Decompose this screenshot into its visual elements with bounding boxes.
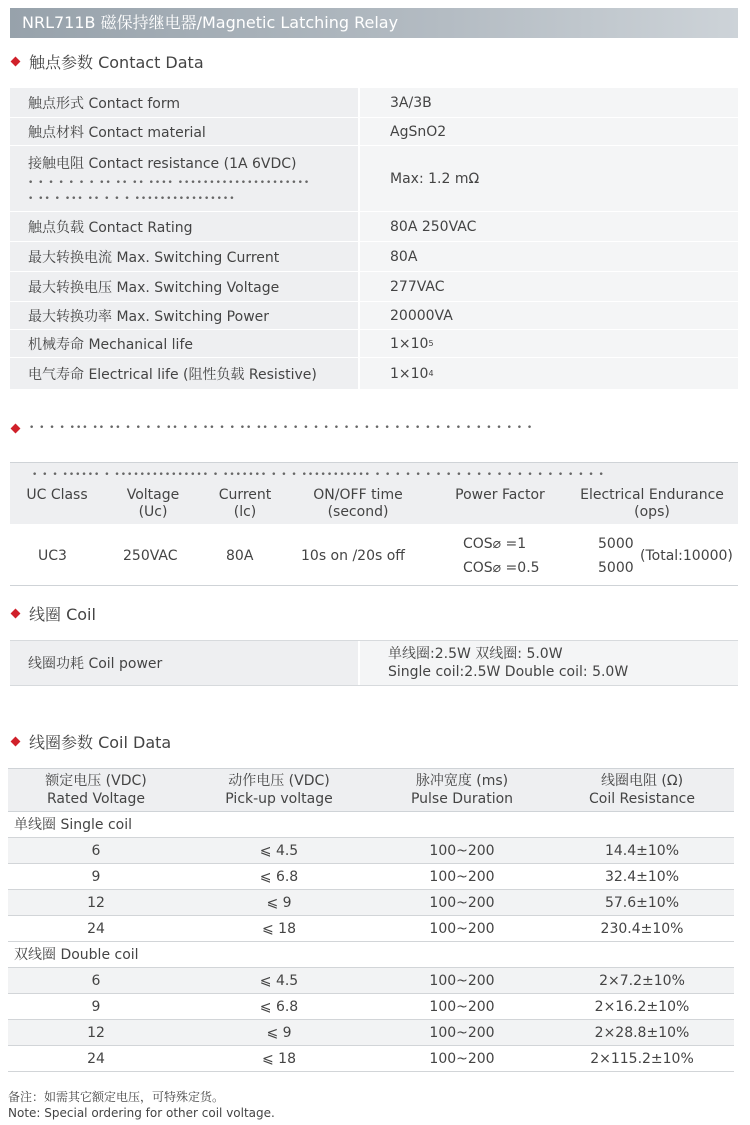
row-label: 触点形式 Contact form (10, 88, 358, 117)
header-uc-class: UC Class (26, 487, 88, 503)
row-value: AgSnO2 (360, 118, 738, 145)
table-row (10, 242, 738, 272)
table-row: 24 ⩽ 18 100~200 2×115.2±10% (8, 1046, 734, 1072)
page-title: NRL711B 磁保持继电器/Magnetic Latching Relay (10, 8, 738, 38)
group-single-coil: 单线圈 Single coil (8, 812, 734, 838)
cell-endurance-total: (Total:10000) (640, 548, 733, 564)
header-current: Current (lc) (218, 487, 272, 520)
header-electrical-endurance: Electrical Endurance (ops) (580, 487, 724, 520)
row-value: 3A/3B (360, 88, 738, 117)
table-row (10, 358, 738, 390)
coil-data-heading-text: 线圈参数 Coil Data (29, 733, 172, 752)
header-power-factor: Power Factor (455, 487, 545, 503)
table-row: 24 ⩽ 18 100~200 230.4±10% (8, 916, 734, 942)
note-en: Note: Special ordering for other coil voltage. (8, 1106, 275, 1120)
row-value: Max: 1.2 mΩ (360, 146, 738, 211)
row-value: 277VAC (360, 272, 738, 301)
row-value: 1×10 (390, 365, 429, 382)
coil-power-label: 线圈功耗 Coil power (10, 641, 358, 685)
coil-data-header (8, 768, 734, 812)
cell-endurance-2: 5000 (598, 560, 634, 576)
header-coil-resistance: 线圈电阻 (Ω) Coil Resistance (588, 773, 695, 807)
row-value-wrap (360, 358, 738, 389)
row-label: 电气寿命 Electrical life (阻性负载 Resistive) (10, 358, 358, 389)
row-label: 接触电阻 Contact resistance (1A 6VDC) (28, 155, 297, 172)
diamond-bullet-icon (11, 57, 21, 67)
table-row: 9 ⩽ 6.8 100~200 2×16.2±10% (8, 994, 734, 1020)
row-label-block (10, 146, 358, 211)
diamond-bullet-icon (11, 609, 21, 619)
table-row (10, 330, 738, 358)
table-row: 6 ⩽ 4.5 100~200 14.4±10% (8, 838, 734, 864)
note-cn: 备注：如需其它额定电压，可特殊定货。 (8, 1090, 225, 1104)
header-pickup-voltage: 动作电压 (VDC) Pick-up voltage (225, 773, 333, 807)
coil-heading-text: 线圈 Coil (29, 605, 96, 624)
cell-pf-1: COS⌀ =1 (463, 536, 527, 552)
group-double-coil: 双线圈 Double coil (8, 942, 734, 968)
illegible-text-dots: • • • •••••• • ••••••••••••••• • ••••••• • • • ••••••••••• • • • • • • • • • • • • • • • • • • • • • • • (32, 470, 605, 480)
row-value: 1×10 (390, 335, 429, 352)
table-row (10, 118, 738, 146)
contact-data-heading (12, 50, 204, 73)
cell-voltage: 250VAC (123, 548, 178, 564)
cell-pf-2: COS⌀ =0.5 (463, 560, 540, 576)
illegible-text-dots: • • • • ••• •• •• • • • • •• • • •• • • •• •• • • • • • • • • • • • • • • • • • • • • • • • • • • (29, 423, 534, 433)
coil-power-value-cn: 单线圈:2.5W 双线圈: 5.0W (388, 646, 563, 662)
row-label: 最大转换电流 Max. Switching Current (10, 242, 358, 271)
header-voltage: Voltage (Uc) (126, 487, 180, 520)
table-row (10, 146, 738, 212)
illegible-text-dots: • •• • ••• •• • • • •••••••••••••••• (28, 193, 236, 204)
table-row (10, 212, 738, 242)
diamond-bullet-icon (11, 737, 21, 747)
table-row: 9 ⩽ 6.8 100~200 32.4±10% (8, 864, 734, 890)
coil-power-value (360, 641, 738, 685)
header-rated-voltage: 额定电压 (VDC) Rated Voltage (45, 773, 147, 807)
coil-data-table (8, 768, 734, 1072)
coil-power-value-en: Single coil:2.5W Double coil: 5.0W (388, 664, 629, 680)
row-value: 80A 250VAC (360, 212, 738, 241)
illegible-text-dots: • • • • • • • •• •• •• •••• ••••••••••••••••••••• (28, 177, 311, 188)
table-row (10, 272, 738, 302)
diamond-bullet-icon (11, 423, 21, 433)
row-label: 触点材料 Contact material (10, 118, 358, 145)
row-exponent: 4 (428, 369, 434, 378)
cell-onoff: 10s on /20s off (301, 548, 405, 564)
cell-current: 80A (226, 548, 254, 564)
row-value: 80A (360, 242, 738, 271)
row-exponent: 5 (428, 339, 434, 348)
endurance-heading (12, 422, 533, 434)
cell-uc-class: UC3 (38, 548, 67, 564)
cell-endurance-1: 5000 (598, 536, 634, 552)
row-value-wrap (360, 330, 738, 357)
coil-heading (12, 602, 96, 625)
endurance-table-row (10, 524, 738, 586)
contact-data-table (10, 88, 738, 390)
table-row: 12 ⩽ 9 100~200 2×28.8±10% (8, 1020, 734, 1046)
contact-data-heading-text: 触点参数 Contact Data (29, 53, 204, 72)
header-pulse-duration: 脉冲宽度 (ms) Pulse Duration (410, 773, 514, 807)
header-onoff-time: ON/OFF time (second) (313, 487, 403, 520)
table-row: 6 ⩽ 4.5 100~200 2×7.2±10% (8, 968, 734, 994)
row-label: 最大转换电压 Max. Switching Voltage (10, 272, 358, 301)
row-value: 20000VA (360, 302, 738, 329)
coil-data-heading (12, 730, 171, 753)
coil-power-row (10, 640, 738, 686)
row-label: 机械寿命 Mechanical life (10, 330, 358, 357)
table-row: 12 ⩽ 9 100~200 57.6±10% (8, 890, 734, 916)
endurance-table (10, 462, 738, 586)
table-row (10, 302, 738, 330)
table-row (10, 88, 738, 118)
row-label: 最大转换功率 Max. Switching Power (10, 302, 358, 329)
endurance-table-header (10, 462, 738, 524)
row-label: 触点负载 Contact Rating (10, 212, 358, 241)
